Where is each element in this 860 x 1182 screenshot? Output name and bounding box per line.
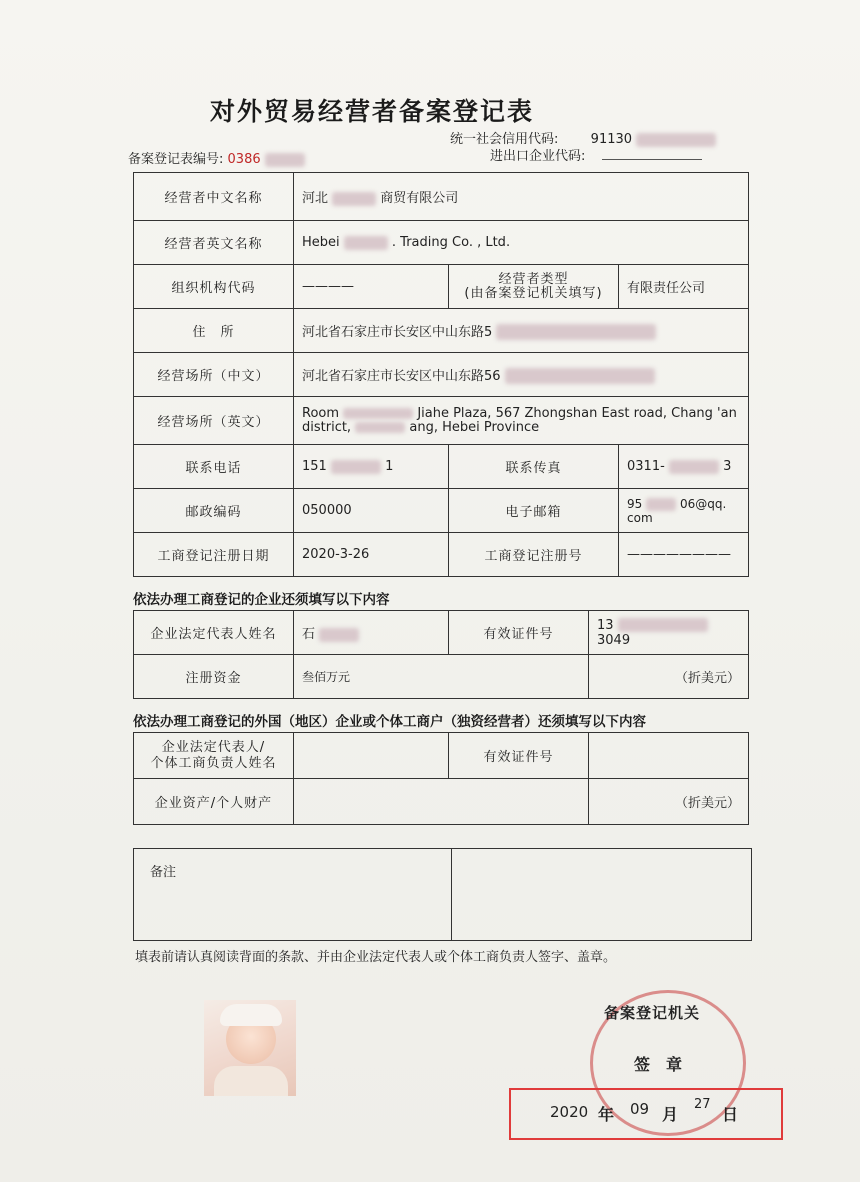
section2-table bbox=[133, 732, 749, 825]
redaction-blur bbox=[496, 324, 656, 340]
address-value bbox=[294, 309, 749, 353]
email-part: 95 bbox=[627, 496, 643, 511]
fax-value bbox=[619, 445, 749, 489]
address-label: 住 所 bbox=[134, 309, 294, 353]
table-row bbox=[134, 733, 749, 779]
rep2-label-line: 企业法定代表人/ bbox=[161, 739, 266, 755]
table-row bbox=[134, 221, 749, 265]
assets-usd: （折美元） bbox=[589, 779, 749, 825]
redaction-blur bbox=[669, 460, 719, 474]
redaction-blur bbox=[331, 460, 381, 474]
email-part: 06@qq. com bbox=[627, 496, 727, 525]
date-year-label: 年 bbox=[598, 1105, 615, 1124]
postcode-value: 050000 bbox=[294, 489, 449, 533]
table-row bbox=[134, 445, 749, 489]
operator-type-value: 有限责任公司 bbox=[619, 265, 749, 309]
form-title: 对外贸易经营者备案登记表 bbox=[210, 97, 535, 126]
table-row bbox=[134, 655, 749, 699]
record-number-line bbox=[128, 148, 305, 167]
signature-label: 签 章 bbox=[634, 1055, 683, 1074]
id-part: 3049 bbox=[597, 632, 631, 648]
phone-part: 151 bbox=[302, 459, 327, 474]
operator-type-label-line: (由备案登记机关填写) bbox=[464, 285, 603, 301]
id-value bbox=[589, 611, 749, 655]
reg-date-value: 2020-3-26 bbox=[294, 533, 449, 577]
table-row bbox=[134, 779, 749, 825]
registration-agency: 备案登记机关 bbox=[604, 1004, 701, 1022]
en-name-part: . Trading Co. , Ltd. bbox=[391, 235, 511, 250]
fax-part: 3 bbox=[723, 459, 732, 474]
credit-code-label: 统一社会信用代码: bbox=[450, 132, 559, 147]
phone-label: 联系电话 bbox=[134, 445, 294, 489]
cn-name-part: 商贸有限公司 bbox=[380, 191, 459, 206]
premises-cn-value bbox=[294, 353, 749, 397]
record-number-label: 备案登记表编号: bbox=[128, 152, 224, 167]
premises-en-part: ang, Hebei Province bbox=[409, 419, 540, 435]
credit-code-value: 91130 bbox=[590, 132, 633, 147]
capital-label: 注册资金 bbox=[134, 655, 294, 699]
operator-type-label-line: 经营者类型 bbox=[498, 271, 569, 287]
reg-no-value: ———————— bbox=[619, 533, 749, 577]
applicant-photo bbox=[204, 1000, 296, 1096]
date-month: 09 bbox=[630, 1100, 650, 1118]
date-month-label: 月 bbox=[662, 1105, 679, 1124]
ie-code-line bbox=[490, 145, 702, 164]
phone-value bbox=[294, 445, 449, 489]
premises-cn-text: 河北省石家庄市长安区中山东路56 bbox=[302, 368, 501, 384]
assets-value bbox=[294, 779, 589, 825]
remarks-table bbox=[133, 848, 752, 941]
remarks-label: 备注 bbox=[134, 849, 452, 941]
fax-label: 联系传真 bbox=[449, 445, 619, 489]
redaction-blur bbox=[505, 368, 655, 384]
cn-name-part: 河北 bbox=[302, 191, 329, 206]
redaction-blur bbox=[646, 498, 676, 511]
id-part: 13 bbox=[597, 617, 614, 633]
assets-label: 企业资产/个人财产 bbox=[134, 779, 294, 825]
date-year: 2020 bbox=[550, 1103, 589, 1121]
footer-instruction: 填表前请认真阅读背面的条款、并由企业法定代表人或个体工商负责人签字、盖章。 bbox=[135, 950, 617, 965]
email-label: 电子邮箱 bbox=[449, 489, 619, 533]
en-name-part: Hebei bbox=[302, 235, 340, 250]
address-text: 河北省石家庄市长安区中山东路5 bbox=[302, 324, 493, 340]
table-row bbox=[134, 611, 749, 655]
table-row bbox=[134, 353, 749, 397]
postcode-label: 邮政编码 bbox=[134, 489, 294, 533]
rep2-label-line: 个体工商负责人姓名 bbox=[150, 755, 277, 771]
premises-en-part: Jiahe Plaza, 567 Zhongshan East road, Chang 'an bbox=[417, 405, 737, 421]
photo-body bbox=[214, 1066, 288, 1096]
redaction-blur bbox=[265, 153, 305, 167]
premises-en-line bbox=[302, 407, 740, 421]
id2-label: 有效证件号 bbox=[449, 733, 589, 779]
capital-value: 叁佰万元 bbox=[294, 655, 589, 699]
capital-usd: （折美元） bbox=[589, 655, 749, 699]
main-info-table bbox=[133, 172, 749, 577]
premises-en-part: Room bbox=[302, 405, 340, 421]
cn-name-value bbox=[294, 173, 749, 221]
rep-name-label: 企业法定代表人姓名 bbox=[134, 611, 294, 655]
org-code-label: 组织机构代码 bbox=[134, 265, 294, 309]
redaction-blur bbox=[332, 192, 376, 206]
en-name-value bbox=[294, 221, 749, 265]
org-code-value: ———— bbox=[294, 265, 449, 309]
en-name-label: 经营者英文名称 bbox=[134, 221, 294, 265]
section1-heading: 依法办理工商登记的企业还须填写以下内容 bbox=[133, 592, 390, 608]
premises-en-line bbox=[302, 421, 740, 435]
rep-name-part: 石 bbox=[302, 627, 316, 642]
reg-no-label: 工商登记注册号 bbox=[449, 533, 619, 577]
date-day-label: 日 bbox=[722, 1105, 739, 1124]
premises-en-label: 经营场所（英文） bbox=[134, 397, 294, 445]
table-row bbox=[134, 397, 749, 445]
table-row bbox=[134, 173, 749, 221]
table-row bbox=[134, 265, 749, 309]
record-number-value: 0386 bbox=[227, 152, 261, 167]
section2-heading: 依法办理工商登记的外国（地区）企业或个体工商户（独资经营者）还须填写以下内容 bbox=[133, 714, 646, 730]
redaction-blur bbox=[355, 422, 405, 433]
premises-cn-label: 经营场所（中文） bbox=[134, 353, 294, 397]
redaction-blur bbox=[344, 236, 388, 250]
id-label: 有效证件号 bbox=[449, 611, 589, 655]
email-value bbox=[619, 489, 749, 533]
redaction-blur bbox=[618, 618, 708, 632]
ie-code-label: 进出口企业代码: bbox=[490, 149, 586, 164]
rep2-value bbox=[294, 733, 449, 779]
redaction-blur bbox=[343, 408, 413, 419]
premises-en-value bbox=[294, 397, 749, 445]
redaction-blur bbox=[319, 628, 359, 642]
table-row bbox=[134, 489, 749, 533]
rep2-label bbox=[134, 733, 294, 779]
ie-code-blank bbox=[602, 159, 702, 160]
id2-value bbox=[589, 733, 749, 779]
photo-hat bbox=[220, 1004, 282, 1026]
reg-date-label: 工商登记注册日期 bbox=[134, 533, 294, 577]
section1-table bbox=[133, 610, 749, 699]
remarks-value bbox=[452, 849, 752, 941]
phone-part: 1 bbox=[385, 459, 394, 474]
rep-name-value bbox=[294, 611, 449, 655]
operator-type-label bbox=[449, 265, 619, 309]
date-day: 27 bbox=[694, 1097, 711, 1112]
cn-name-label: 经营者中文名称 bbox=[134, 173, 294, 221]
table-row bbox=[134, 309, 749, 353]
premises-en-part: district, bbox=[302, 419, 352, 435]
fax-part: 0311- bbox=[627, 459, 665, 474]
table-row bbox=[134, 849, 752, 941]
table-row bbox=[134, 533, 749, 577]
